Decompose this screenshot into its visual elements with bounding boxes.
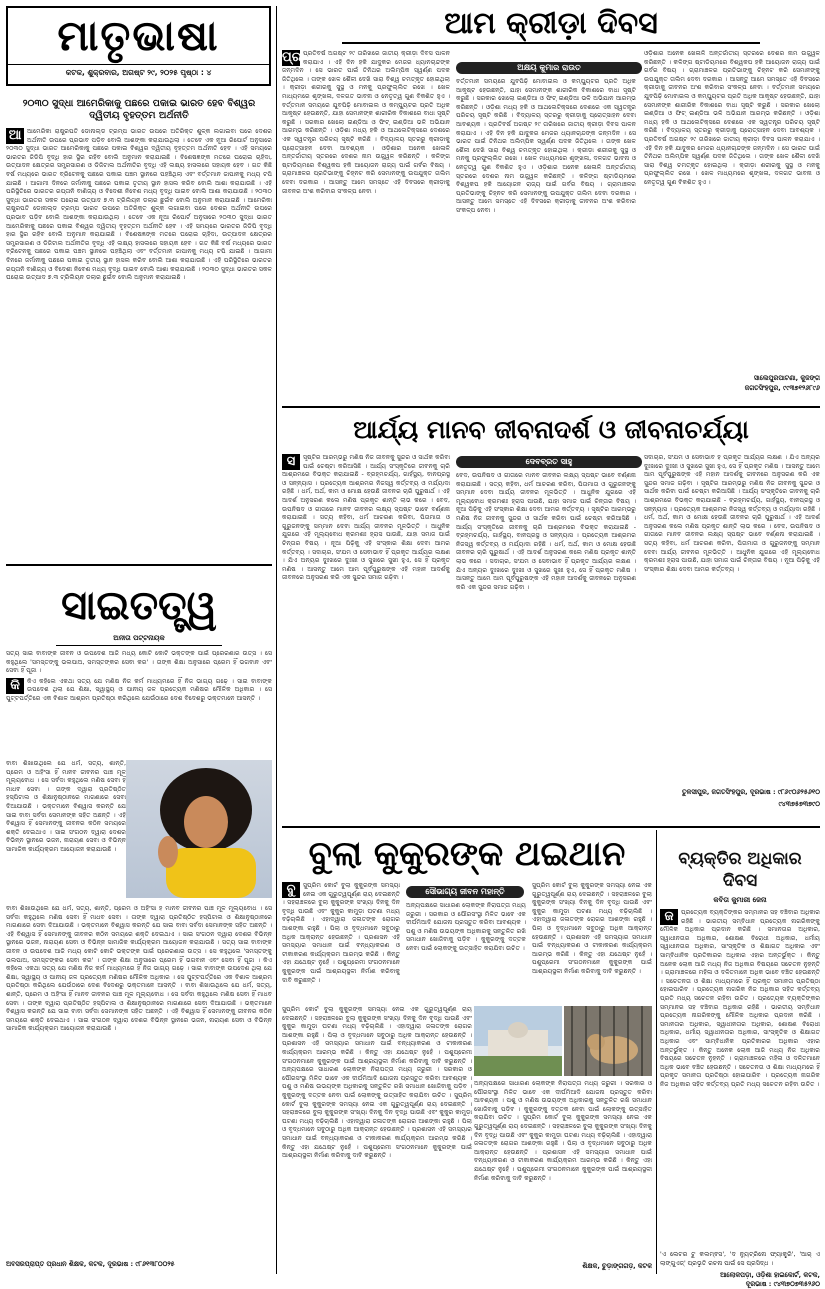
arya-col3-cont2: ବେଦ, ଉପନିଷଦ ଓ ଗୀତାରେ ମାନବ ଜୀବନର ଲକ୍ଷ୍ୟ ସ୍ପଷ୍ଟ ଭାବେ ବର୍ଣ୍ଣନା କରାଯାଇଛି । ସତ୍ୟ କହିବା, ଧର୍ମ ଆଚରଣ କରିବା, ପିତାମାତା ଓ ଗୁରୁଜନଙ୍କୁ ସମ୍ମାନ ଦେବା ଆର୍ଯ୍ୟ ଜୀବନର ମୂଳଭିତ୍ତି । ଆଧୁନିକ ଯୁଗରେ ଏହି ମୂଲ୍ୟବୋଧ କ୍ରମଶଃ ହ୍ରାସ ପାଉଛି, ଯାହା ସମାଜ ପାଇଁ ଚିନ୍ତାର ବିଷୟ । ନୂଆ ପିଢ଼ିକୁ ଏହି ସଂସ୍କାର ଶିକ୍ଷା ଦେବା ଆମର କର୍ତ୍ତବ୍ୟ । bbox=[644, 522, 820, 573]
dogs-body-1-lower: ସୁପ୍ରିମ କୋର୍ଟ ବୁଲା କୁକୁରଙ୍କ ସମସ୍ୟା ନେଇ ଏକ ଗୁରୁତ୍ୱପୂର୍ଣ୍ଣ ରାୟ ଦେଇଛନ୍ତି । ସହରାଞ୍ଚଳରେ ବୁଲା କୁକୁରଙ୍କ ସଂଖ୍ୟା ଦିନକୁ ଦିନ ବୃଦ୍ଧି ପାଉଛି ଏବଂ କୁକୁର କାମୁଡ଼ା ଘଟଣା ମଧ୍ୟ ବଢ଼ିଚାଲିଛି । ଏହାଦ୍ୱାରା ଜଳାତଙ୍କ ରୋଗର ଆଶଙ୍କା ରହୁଛି । ପିଲା ଓ ବୃଦ୍ଧମାନେ ସବୁଠାରୁ ଅଧିକ ଆକ୍ରାନ୍ତ ହେଉଛନ୍ତି । ପ୍ରଶାସନ ଏହି ସମସ୍ୟାର ସମାଧାନ ପାଇଁ ବନ୍ଧ୍ୟାକରଣ ଓ ଟୀକାକରଣ କାର୍ଯ୍ୟକ୍ରମ ଆରମ୍ଭ କରିଛି । କିନ୍ତୁ ଏହା ଯଥେଷ୍ଟ ନୁହେଁ । ପଶୁପ୍ରେମୀ ସଂଗଠନମାନେ କୁକୁରଙ୍କ ପାଇଁ ଆଶ୍ରୟସ୍ଥଳୀ ନିର୍ମାଣ କରିବାକୁ ଦାବି କରୁଛନ୍ତି । bbox=[282, 1006, 472, 1065]
sports-col3: ଓଡ଼ିଶାର ଅନେକ ଖେଳାଳି ଅନ୍ତର୍ଜାତୀୟ ସ୍ତରରେ ଦେଶର ନାମ ଉଜ୍ଜ୍ୱଳ କରିଛନ୍ତି । କଳିଙ୍ଗ ଷ୍ଟାଡିୟମରେ ବିଶ୍ୱକପ ହକି ଆୟୋଜନ ରାଜ୍ୟ ପାଇଁ ଗର୍ବର ବିଷୟ । ଗ୍ରାମାଞ୍ଚଳର ପ୍ରତିଭାଙ୍କୁ ଚିହ୍ନଟ କରି ସେମାନଙ୍କୁ ଉପଯୁକ୍ତ ତାଲିମ ଦେବା ଦରକାର । ଆସନ୍ତୁ ଆମେ ସମସ୍ତେ ଏହି ଦିବସରେ କ୍ରୀଡ଼ାକୁ ଜୀବନର ଅଂଶ କରିବାର ସଂକଳ୍ପ ନେବା । bbox=[644, 50, 820, 92]
rights-article bbox=[660, 830, 820, 1289]
dogs-body-2-right: ଅନ୍ୟପକ୍ଷରେ ସାଧାରଣ ଲୋକଙ୍କ ନିରାପତ୍ତା ମଧ୍ୟ ଜରୁରୀ । ସରକାର ଓ ପୌରସଂସ୍ଥା ମିଳିତ ଭାବେ ଏକ ଦୀର୍ଘମିଆଦି ଯୋଜନା ପ୍ରସ୍ତୁତ କରିବା ଆବଶ୍ୟକ । ପଶୁ ଓ ମଣିଷ ଉଭୟଙ୍କ ଅଧିକାରକୁ ସନ୍ତୁଳିତ ରଖି ସମାଧାନ ଖୋଜିବାକୁ ପଡ଼ିବ । କୁକୁରଙ୍କୁ ଦତ୍ତକ ନେବା ପାଇଁ ଲୋକଙ୍କୁ ଉତ୍ସାହିତ କରାଯିବା ଉଚିତ । bbox=[474, 1080, 652, 1122]
saitattva-footer: ଅବସରପ୍ରାପ୍ତ ପ୍ରଧାନ ଶିକ୍ଷକ, କଟକ, ଦୂରଭାଷ : ୯୮୬୧୩୮୦୦୨୫ bbox=[6, 1260, 175, 1268]
arya-col2-cont2: ସଦାଚାର, ସଂଯମ ଓ ସେବାଭାବ ହିଁ ପ୍ରକୃତ ଆର୍ଯ୍ୟର ଲକ୍ଷଣ । ଯିଏ ଅନ୍ୟର ଦୁଃଖରେ ଦୁଃଖୀ ଓ ସୁଖରେ ସୁଖୀ ହୁଏ, ସେ ହିଁ ପ୍ରକୃତ ମଣିଷ । ଆସନ୍ତୁ ଆମେ ଆମ ପୂର୍ବପୁରୁଷଙ୍କ ଏହି ମହାନ ଆଦର୍ଶକୁ ଜୀବନରେ ଅନୁସରଣ କରି ଏକ ସୁନ୍ଦର ସମାଜ ଗଢ଼ିବା । bbox=[456, 557, 636, 591]
arya-col1: ସୃଷ୍ଟିର ଆରମ୍ଭରୁ ମଣିଷ ନିଜ ଜୀବନକୁ ସୁନ୍ଦର ଓ ସାର୍ଥକ କରିବା ପାଇଁ ଚେଷ୍ଟା କରିଆସିଛି । ଆର୍ଯ୍ୟ ସଂସ୍କୃତିରେ ଜୀବନକୁ ଚାରି ଆଶ୍ରମରେ ବିଭକ୍ତ କରାଯାଇଛି - ବ୍ରହ୍ମଚର୍ଯ୍ୟ, ଗାର୍ହସ୍ଥ୍ୟ, ବାନପ୍ରସ୍ଥ ଓ ସନ୍ନ୍ୟାସ । ପ୍ରତ୍ୟେକ ଆଶ୍ରମର ନିଜସ୍ୱ କର୍ତ୍ତବ୍ୟ ଓ ମର୍ଯ୍ୟାଦା ରହିଛି । ଧର୍ମ, ଅର୍ଥ, କାମ ଓ ମୋକ୍ଷ ହେଉଛି ଜୀବନର ଚାରି ପୁରୁଷାର୍ଥ । ଏହି ଆଦର୍ଶ ଅନୁସରଣ କଲେ ମଣିଷ ପ୍ରକୃତ ଶାନ୍ତି ଲାଭ କରେ । bbox=[282, 454, 450, 504]
divider bbox=[282, 406, 820, 408]
saitattva-author: ଅନୀତା ପଟ୍ଟନାୟକ bbox=[56, 634, 222, 646]
arya-col3-cont: ସୃଷ୍ଟିର ଆରମ୍ଭରୁ ମଣିଷ ନିଜ ଜୀବନକୁ ସୁନ୍ଦର ଓ ସାର୍ଥକ କରିବା ପାଇଁ ଚେଷ୍ଟା କରିଆସିଛି । ଆର୍ଯ୍ୟ ସଂସ୍କୃତିରେ ଜୀବନକୁ ଚାରି ଆଶ୍ରମରେ ବିଭକ୍ତ କରାଯାଇଛି - ବ୍ରହ୍ମଚର୍ଯ୍ୟ, ଗାର୍ହସ୍ଥ୍ୟ, ବାନପ୍ରସ୍ଥ ଓ ସନ୍ନ୍ୟାସ । ପ୍ରତ୍ୟେକ ଆଶ୍ରମର ନିଜସ୍ୱ କର୍ତ୍ତବ୍ୟ ଓ ମର୍ଯ୍ୟାଦା ରହିଛି । ଧର୍ମ, ଅର୍ଥ, କାମ ଓ ମୋକ୍ଷ ହେଉଛି ଜୀବନର ଚାରି ପୁରୁଷାର୍ଥ । ଏହି ଆଦର୍ଶ ଅନୁସରଣ କଲେ ମଣିଷ ପ୍ରକୃତ ଶାନ୍ତି ଲାଭ କରେ । bbox=[644, 479, 820, 530]
saitattva-body-3-side: ବାବା ଶିଖାଉଥିଲେ ଯେ ଧର୍ମ, ସତ୍ୟ, ଶାନ୍ତି, ପ୍ରେମ ଓ ଅହିଂସା ହିଁ ମାନବ ଜୀବନର ପାଞ୍ଚ ମୂଳ ମୂଲ୍ୟବୋଧ । ସେ ସର୍ବଦା କହୁଥିଲେ ମଣିଷ ସେବା ହିଁ ମାଧବ ସେବା । ତାଙ୍କ ଦ୍ୱାରା ପ୍ରତିଷ୍ଠିତ ହସ୍ପିଟାଲ ଓ ଶିକ୍ଷାନୁଷ୍ଠାନରେ ମାଗଣାରେ ସେବା ଦିଆଯାଉଛି । ଭକ୍ତମାନେ ବିଶ୍ୱାସ କରନ୍ତି ଯେ ସାଇ ବାବା ସର୍ବଦା ସେମାନଙ୍କ ସହିତ ଅଛନ୍ତି । ଏହି ବିଶ୍ୱାସ ହିଁ ସେମାନଙ୍କୁ ଜୀବନର କଠିନ ସମୟରେ ଶକ୍ତି ଦେଇଥାଏ । ସାଇ ସଂଗଠନ ଦ୍ୱାରା ଦେଶର ବିଭିନ୍ନ ସ୍ଥାନରେ ଭଜନ, ନାରାୟଣ ସେବା ଓ ବିଭିନ୍ନ ସାମାଜିକ କାର୍ଯ୍ୟକ୍ରମ ଆୟୋଜନ କରାଯାଉଛି । bbox=[6, 760, 126, 853]
sports-col2: ବର୍ତ୍ତମାନ ସମୟରେ ଯୁବପିଢ଼ି ମୋବାଇଲ ଓ କମ୍ପ୍ୟୁଟର ପ୍ରତି ଅଧିକ ଆକୃଷ୍ଟ ହେଉଛନ୍ତି, ଯାହା ସେମାନଙ୍କ ଶାରୀରିକ ବିକାଶରେ ବାଧା ସୃଷ୍ଟି କରୁଛି । ସରକାର ଖେଲୋ ଇଣ୍ଡିଆ ଓ ଫିଟ୍ ଇଣ୍ଡିଆ ଭଳି ଅଭିଯାନ ଆରମ୍ଭ କରିଛନ୍ତି । ଓଡ଼ିଶା ମଧ୍ୟ ହକି ଓ ଆଥଲେଟିକ୍ସରେ ଦେଶରେ ଏକ ସ୍ୱତନ୍ତ୍ର ପରିଚୟ ସୃଷ୍ଟି କରିଛି । ବିଦ୍ୟାଳୟ ସ୍ତରରୁ କ୍ରୀଡ଼ାକୁ ପ୍ରୋତ୍ସାହନ ଦେବା ଆବଶ୍ୟକ । bbox=[456, 78, 636, 128]
arya-col3: ସଦାଚାର, ସଂଯମ ଓ ସେବାଭାବ ହିଁ ପ୍ରକୃତ ଆର୍ଯ୍ୟର ଲକ୍ଷଣ । ଯିଏ ଅନ୍ୟର ଦୁଃଖରେ ଦୁଃଖୀ ଓ ସୁଖରେ ସୁଖୀ ହୁଏ, ସେ ହିଁ ପ୍ରକୃତ ମଣିଷ । ଆସନ୍ତୁ ଆମେ ଆମ ପୂର୍ବପୁରୁଷଙ୍କ ଏହି ମହାନ ଆଦର୍ଶକୁ ଜୀବନରେ ଅନୁସରଣ କରି ଏକ ସୁନ୍ଦର ସମାଜ ଗଢ଼ିବା । bbox=[644, 454, 820, 487]
dogs-body-1: ସୁପ୍ରିମ କୋର୍ଟ ବୁଲା କୁକୁରଙ୍କ ସମସ୍ୟା ନେଇ ଏକ ଗୁରୁତ୍ୱପୂର୍ଣ୍ଣ ରାୟ ଦେଇଛନ୍ତି । ସହରାଞ୍ଚଳରେ ବୁଲା କୁକୁରଙ୍କ ସଂଖ୍ୟା ଦିନକୁ ଦିନ ବୃଦ୍ଧି ପାଉଛି ଏବଂ କୁକୁର କାମୁଡ଼ା ଘଟଣା ମଧ୍ୟ ବଢ଼ିଚାଲିଛି । ଏହାଦ୍ୱାରା ଜଳାତଙ୍କ ରୋଗର ଆଶଙ୍କା ରହୁଛି । ପିଲା ଓ ବୃଦ୍ଧମାନେ ସବୁଠାରୁ ଅଧିକ ଆକ୍ରାନ୍ତ ହେଉଛନ୍ତି । ପ୍ରଶାସନ ଏହି ସମସ୍ୟାର ସମାଧାନ ପାଇଁ ବନ୍ଧ୍ୟାକରଣ ଓ ଟୀକାକରଣ କାର୍ଯ୍ୟକ୍ରମ ଆରମ୍ଭ କରିଛି । କିନ୍ତୁ ଏହା ଯଥେଷ୍ଟ ନୁହେଁ । ପଶୁପ୍ରେମୀ ସଂଗଠନମାନେ କୁକୁରଙ୍କ ପାଇଁ ଆଶ୍ରୟସ୍ଥଳୀ ନିର୍ମାଣ କରିବାକୁ ଦାବି କରୁଛନ୍ତି । bbox=[282, 882, 400, 984]
arya-footer-1: ତୁଳସୀପୁର, ଜଗତସିଂହପୁର, ଦୂରଭାଷ : ୯୮୬୯୦୬୨୫୬୧୦ bbox=[682, 788, 820, 796]
rights-headline: ବ୍ୟକ୍ତିର ଅଧିକାର ଦିବସ bbox=[678, 849, 802, 891]
economy-headline: ୨୦୩୦ ସୁଦ୍ଧା ଆମେରିକାକୁ ପଛରେ ପକାଇ ଭାରତ ହେବ ବିଶ୍ୱର ଦ୍ୱିତୀୟ ବୃହତ୍ତମ ଅର୍ଥନୀତି bbox=[22, 98, 256, 121]
dogs-body-2-lower: ଅନ୍ୟପକ୍ଷରେ ସାଧାରଣ ଲୋକଙ୍କ ନିରାପତ୍ତା ମଧ୍ୟ ଜରୁରୀ । ସରକାର ଓ ପୌରସଂସ୍ଥା ମିଳିତ ଭାବେ ଏକ ଦୀର୍ଘମିଆଦି ଯୋଜନା ପ୍ରସ୍ତୁତ କରିବା ଆବଶ୍ୟକ । ପଶୁ ଓ ମଣିଷ ଉଭୟଙ୍କ ଅଧିକାରକୁ ସନ୍ତୁଳିତ ରଖି ସମାଧାନ ଖୋଜିବାକୁ ପଡ଼ିବ । କୁକୁରଙ୍କୁ ଦତ୍ତକ ନେବା ପାଇଁ ଲୋକଙ୍କୁ ଉତ୍ସାହିତ କରାଯିବା ଉଚିତ । bbox=[282, 1066, 472, 1099]
sai-baba-photo bbox=[126, 760, 272, 898]
rights-author: କବିତା କୁମାରୀ ଜେନା bbox=[713, 896, 767, 904]
arya-col2-cont: ସୃଷ୍ଟିର ଆରମ୍ଭରୁ ମଣିଷ ନିଜ ଜୀବନକୁ ସୁନ୍ଦର ଓ ସାର୍ଥକ କରିବା ପାଇଁ ଚେଷ୍ଟା କରିଆସିଛି । ଆର୍ଯ୍ୟ ସଂସ୍କୃତିରେ ଜୀବନକୁ ଚାରି ଆଶ୍ରମରେ ବିଭକ୍ତ କରାଯାଇଛି - ବ୍ରହ୍ମଚର୍ଯ୍ୟ, ଗାର୍ହସ୍ଥ୍ୟ, ବାନପ୍ରସ୍ଥ ଓ ସନ୍ନ୍ୟାସ । ପ୍ରତ୍ୟେକ ଆଶ୍ରମର ନିଜସ୍ୱ କର୍ତ୍ତବ୍ୟ ଓ ମର୍ଯ୍ୟାଦା ରହିଛି । ଧର୍ମ, ଅର୍ଥ, କାମ ଓ ମୋକ୍ଷ ହେଉଛି ଜୀବନର ଚାରି ପୁରୁଷାର୍ଥ । ଏହି ଆଦର୍ଶ ଅନୁସରଣ କଲେ ମଣିଷ ପ୍ରକୃତ ଶାନ୍ତି ଲାଭ କରେ । bbox=[456, 506, 636, 565]
saitattva-headline: ସାଇତତ୍ତ୍ୱ bbox=[61, 583, 217, 629]
dogs-headline: ବୁଲା କୁକୁରଙ୍କ ଥଇଥାନ bbox=[308, 834, 626, 874]
sports-col1-cont2: ଓଡ଼ିଶାର ଅନେକ ଖେଳାଳି ଅନ୍ତର୍ଜାତୀୟ ସ୍ତରରେ ଦେଶର ନାମ ଉଜ୍ଜ୍ୱଳ କରିଛନ୍ତି । କଳିଙ୍ଗ ଷ୍ଟାଡିୟମରେ ବିଶ୍ୱକପ ହକି ଆୟୋଜନ ରାଜ୍ୟ ପାଇଁ ଗର୍ବର ବିଷୟ । ଗ୍ରାମାଞ୍ଚଳର ପ୍ରତିଭାଙ୍କୁ ଚିହ୍ନଟ କରି ସେମାନଙ୍କୁ ଉପଯୁକ୍ତ ତାଲିମ ଦେବା ଦରକାର । ଆସନ୍ତୁ ଆମେ ସମସ୍ତେ ଏହି ଦିବସରେ କ୍ରୀଡ଼ାକୁ ଜୀବନର ଅଂଶ କରିବାର ସଂକଳ୍ପ ନେବା । bbox=[282, 144, 450, 195]
saitattva-dropcap: କି bbox=[6, 678, 24, 694]
rights-footer-2: ଦୂରଭାଷ : ୯୪୩୭୦୭୩୫୨୬୦ bbox=[745, 1280, 820, 1289]
economy-article bbox=[6, 92, 272, 562]
divider bbox=[282, 826, 820, 828]
arya-col2: ବେଦ, ଉପନିଷଦ ଓ ଗୀତାରେ ମାନବ ଜୀବନର ଲକ୍ଷ୍ୟ ସ୍ପଷ୍ଟ ଭାବେ ବର୍ଣ୍ଣନା କରାଯାଇଛି । ସତ୍ୟ କହିବା, ଧର୍ମ ଆଚରଣ କରିବା, ପିତାମାତା ଓ ଗୁରୁଜନଙ୍କୁ ସମ୍ମାନ ଦେବା ଆର୍ଯ୍ୟ ଜୀବନର ମୂଳଭିତ୍ତି । ଆଧୁନିକ ଯୁଗରେ ଏହି ମୂଲ୍ୟବୋଧ କ୍ରମଶଃ ହ୍ରାସ ପାଉଛି, ଯାହା ସମାଜ ପାଇଁ ଚିନ୍ତାର ବିଷୟ । ନୂଆ ପିଢ଼ିକୁ ଏହି ସଂସ୍କାର ଶିକ୍ଷା ଦେବା ଆମର କର୍ତ୍ତବ୍ୟ । bbox=[456, 472, 636, 514]
rights-dropcap: ଜ bbox=[660, 909, 678, 925]
arya-footer-2: ୯୪୩୭୫୭୩୭୯୦ bbox=[778, 800, 820, 808]
sports-footer-1: ସାଲେପୁରପାଟଣା, କୁଜଙ୍ଗ bbox=[753, 374, 820, 382]
arya-article bbox=[282, 410, 820, 825]
column-rule bbox=[656, 830, 657, 1274]
rights-quote: 'ଏ ଲେଟର ଟୁ କଲମ୍ବସ', 'ଦ ନ୍ୟୁଟ୍ରିନୋ ଫ୍ୟାକ୍ଟ୍ରି', 'ଆର୍ ଏ ଲାଙ୍ଗୁଏଜ୍' ପ୍ରଭୃତି ରଚନା ପାଇଁ ସେ ପ୍ରସିଦ୍ଧ । bbox=[660, 1251, 820, 1267]
arya-col1-cont2: ସଦାଚାର, ସଂଯମ ଓ ସେବାଭାବ ହିଁ ପ୍ରକୃତ ଆର୍ଯ୍ୟର ଲକ୍ଷଣ । ଯିଏ ଅନ୍ୟର ଦୁଃଖରେ ଦୁଃଖୀ ଓ ସୁଖରେ ସୁଖୀ ହୁଏ, ସେ ହିଁ ପ୍ରକୃତ ମଣିଷ । ଆସନ୍ତୁ ଆମେ ଆମ ପୂର୍ବପୁରୁଷଙ୍କ ଏହି ମହାନ ଆଦର୍ଶକୁ ଜୀବନରେ ଅନୁସରଣ କରି ଏକ ସୁନ୍ଦର ସମାଜ ଗଢ଼ିବା । bbox=[282, 548, 450, 582]
sports-col1: ପ୍ରତିବର୍ଷ ଅଗଷ୍ଟ ୨୯ ତାରିଖରେ ଜାତୀୟ କ୍ରୀଡ଼ା ଦିବସ ପାଳନ କରାଯାଏ । ଏହି ଦିନ ହକି ଯାଦୁକର ମେଜର ଧ୍ୟାନଚାନ୍ଦଙ୍କ ଜନ୍ମଦିନ । ସେ ଭାରତ ପାଇଁ ତିନିଥର ଅଲିମ୍ପିକ ସ୍ୱର୍ଣ୍ଣ ପଦକ ଜିତିଥିଲେ । ତାଙ୍କ ଖେଳ ଶୈଳୀ ଦେଖି ସାରା ବିଶ୍ୱ ଚମତ୍କୃତ ହୋଇଥିଲା । କ୍ରୀଡ଼ା ଶରୀରକୁ ସୁସ୍ଥ ଓ ମନକୁ ପ୍ରଫୁଲ୍ଲିତ ରଖେ । ଖେଳ ମାଧ୍ୟମରେ ଶୃଙ୍ଖଳା, ଦଳଗତ ଭାବନା ଓ ନେତୃତ୍ୱ ଗୁଣ ବିକଶିତ ହୁଏ । bbox=[282, 50, 450, 100]
economy-dropcap: ଆ bbox=[6, 128, 24, 144]
sports-author: ଅକ୍ଷୟ କୁମାର ରାଉତ bbox=[456, 62, 642, 74]
arya-col1-cont: ବେଦ, ଉପନିଷଦ ଓ ଗୀତାରେ ମାନବ ଜୀବନର ଲକ୍ଷ୍ୟ ସ୍ପଷ୍ଟ ଭାବେ ବର୍ଣ୍ଣନା କରାଯାଇଛି । ସତ୍ୟ କହିବା, ଧର୍ମ ଆଚରଣ କରିବା, ପିତାମାତା ଓ ଗୁରୁଜନଙ୍କୁ ସମ୍ମାନ ଦେବା ଆର୍ଯ୍ୟ ଜୀବନର ମୂଳଭିତ୍ତି । ଆଧୁନିକ ଯୁଗରେ ଏହି ମୂଲ୍ୟବୋଧ କ୍ରମଶଃ ହ୍ରାସ ପାଉଛି, ଯାହା ସମାଜ ପାଇଁ ଚିନ୍ତାର ବିଷୟ । ନୂଆ ପିଢ଼ିକୁ ଏହି ସଂସ୍କାର ଶିକ୍ଷା ଦେବା ଆମର କର୍ତ୍ତବ୍ୟ । bbox=[282, 496, 450, 556]
dogs-author: ସୌଭାଗ୍ୟ ଜୀବନ ମହାନ୍ତି bbox=[406, 886, 524, 898]
rights-footer-1: ଆଲୋକପଡ଼ା, ଓଡ଼ିଶା ହାଇକୋର୍ଟ, କଟକ, bbox=[720, 1271, 820, 1280]
sports-footer-2: ଜଗତସିଂହପୁର, ୯୯୩୭୧୨୬୮୯୬ bbox=[744, 384, 820, 392]
arya-author: ଦେବବ୍ରତ ସାହୁ bbox=[456, 456, 642, 468]
dogs-body-2: ଅନ୍ୟପକ୍ଷରେ ସାଧାରଣ ଲୋକଙ୍କ ନିରାପତ୍ତା ମଧ୍ୟ ଜରୁରୀ । ସରକାର ଓ ପୌରସଂସ୍ଥା ମିଳିତ ଭାବେ ଏକ ଦୀର୍ଘମିଆଦି ଯୋଜନା ପ୍ରସ୍ତୁତ କରିବା ଆବଶ୍ୟକ । ପଶୁ ଓ ମଣିଷ ଉଭୟଙ୍କ ଅଧିକାରକୁ ସନ୍ତୁଳିତ ରଖି ସମାଧାନ ଖୋଜିବାକୁ ପଡ଼ିବ । କୁକୁରଙ୍କୁ ଦତ୍ତକ ନେବା ପାଇଁ ଲୋକଙ୍କୁ ଉତ୍ସାହିତ କରାଯିବା ଉଚିତ । bbox=[406, 902, 526, 952]
masthead-dateline: କଟକ, ଶୁକ୍ରବାର, ଅଗଷ୍ଟ ୨୯, ୨୦୨୫ ପୃଷ୍ଠା : ୪ bbox=[8, 64, 269, 78]
supreme-court-photo bbox=[474, 1006, 562, 1076]
dogs-body-1-right-2: ସୁପ୍ରିମ କୋର୍ଟ ବୁଲା କୁକୁରଙ୍କ ସମସ୍ୟା ନେଇ ଏକ ଗୁରୁତ୍ୱପୂର୍ଣ୍ଣ ରାୟ ଦେଇଛନ୍ତି । ସହରାଞ୍ଚଳରେ ବୁଲା କୁକୁରଙ୍କ ସଂଖ୍ୟା ଦିନକୁ ଦିନ ବୃଦ୍ଧି ପାଉଛି ଏବଂ କୁକୁର କାମୁଡ଼ା ଘଟଣା ମଧ୍ୟ ବଢ଼ିଚାଲିଛି । ଏହାଦ୍ୱାରା ଜଳାତଙ୍କ ରୋଗର ଆଶଙ୍କା ରହୁଛି । ପିଲା ଓ ବୃଦ୍ଧମାନେ ସବୁଠାରୁ ଅଧିକ ଆକ୍ରାନ୍ତ ହେଉଛନ୍ତି । ପ୍ରଶାସନ ଏହି ସମସ୍ୟାର ସମାଧାନ ପାଇଁ ବନ୍ଧ୍ୟାକରଣ ଓ ଟୀକାକରଣ କାର୍ଯ୍ୟକ୍ରମ ଆରମ୍ଭ କରିଛି । କିନ୍ତୁ ଏହା ଯଥେଷ୍ଟ ନୁହେଁ । ପଶୁପ୍ରେମୀ ସଂଗଠନମାନେ କୁକୁରଙ୍କ ପାଇଁ ଆଶ୍ରୟସ୍ଥଳୀ ନିର୍ମାଣ କରିବାକୁ ଦାବି କରୁଛନ୍ତି । bbox=[474, 1114, 652, 1182]
dogs-footer: ଶିକ୍ଷକ, ଚୁଡ଼ାଙ୍ଗଗଡ଼, କଟକ bbox=[582, 1262, 652, 1270]
dogs-body-1-lower-2: ସୁପ୍ରିମ କୋର୍ଟ ବୁଲା କୁକୁରଙ୍କ ସମସ୍ୟା ନେଇ ଏକ ଗୁରୁତ୍ୱପୂର୍ଣ୍ଣ ରାୟ ଦେଇଛନ୍ତି । ସହରାଞ୍ଚଳରେ ବୁଲା କୁକୁରଙ୍କ ସଂଖ୍ୟା ଦିନକୁ ଦିନ ବୃଦ୍ଧି ପାଉଛି ଏବଂ କୁକୁର କାମୁଡ଼ା ଘଟଣା ମଧ୍ୟ ବଢ଼ିଚାଲିଛି । ଏହାଦ୍ୱାରା ଜଳାତଙ୍କ ରୋଗର ଆଶଙ୍କା ରହୁଛି । ପିଲା ଓ ବୃଦ୍ଧମାନେ ସବୁଠାରୁ ଅଧିକ ଆକ୍ରାନ୍ତ ହେଉଛନ୍ତି । ପ୍ରଶାସନ ଏହି ସମସ୍ୟାର ସମାଧାନ ପାଇଁ ବନ୍ଧ୍ୟାକରଣ ଓ ଟୀକାକରଣ କାର୍ଯ୍ୟକ୍ରମ ଆରମ୍ଭ କରିଛି । କିନ୍ତୁ ଏହା ଯଥେଷ୍ଟ ନୁହେଁ । ପଶୁପ୍ରେମୀ ସଂଗଠନମାନେ କୁକୁରଙ୍କ ପାଇଁ ଆଶ୍ରୟସ୍ଥଳୀ ନିର୍ମାଣ କରିବାକୁ ଦାବି କରୁଛନ୍ତି । bbox=[282, 1091, 472, 1160]
dogs-dropcap: ବୁ bbox=[282, 882, 300, 898]
rights-body: ପ୍ରତ୍ୟେକ ବ୍ୟକ୍ତିଙ୍କର ସମ୍ମାନର ସହ ବଞ୍ଚିବାର ଅଧିକାର ରହିଛି । ଭାରତୀୟ ସମ୍ବିଧାନ ପ୍ରତ୍ୟେକ ନାଗରିକଙ୍କୁ ମୌଳିକ ଅଧିକାର ପ୍ରଦାନ କରିଛି । ସମାନତାର ଅଧିକାର, ସ୍ୱାଧୀନତାର ଅଧିକାର, ଶୋଷଣ ବିରୋଧୀ ଅଧିକାର, ଧର୍ମୀୟ ସ୍ୱାଧୀନତାର ଅଧିକାର, ସାଂସ୍କୃତିକ ଓ ଶିକ୍ଷାଗତ ଅଧିକାର ଏବଂ ସାମ୍ବିଧାନିକ ପ୍ରତିକାରର ଅଧିକାର ଏହାର ଅନ୍ତର୍ଭୁକ୍ତ । କିନ୍ତୁ ଅନେକ ଲୋକ ଆଜି ମଧ୍ୟ ନିଜ ଅଧିକାର ବିଷୟରେ ସଚେତନ ନୁହନ୍ତି । ଗ୍ରାମାଞ୍ଚଳରେ ମହିଳା ଓ ଦଳିତମାନେ ଅଧିକ ଭାବେ ବଞ୍ଚିତ ହେଉଛନ୍ତି । ସଚେତନତା ଓ ଶିକ୍ଷା ମାଧ୍ୟମରେ ହିଁ ପ୍ରକୃତ ସମାନତା ପ୍ରତିଷ୍ଠା ହୋଇପାରିବ । ପ୍ରତ୍ୟେକ ନାଗରିକ ନିଜ ଅଧିକାର ସହିତ କର୍ତ୍ତବ୍ୟ ପ୍ରତି ମଧ୍ୟ ସଚେତନ ରହିବା ଉଚିତ । bbox=[660, 909, 820, 1002]
stray-dogs-photo bbox=[564, 1006, 652, 1076]
arya-dropcap: ସ bbox=[282, 454, 300, 470]
arya-headline: ଆର୍ଯ୍ୟ ମାନବ ଜୀବନାଦର୍ଶ ଓ ଜୀବନାଚର୍ଯ୍ୟା bbox=[353, 415, 749, 444]
saitattva-body-2-repeat: କିଏ କହିଲେ ଏକଥା ସତ୍ୟ ଯେ ମଣିଷ ନିଜ କର୍ମ ମାଧ୍ୟମରେ ହିଁ ନିଜ ଭାଗ୍ୟ ଗଢ଼େ । ସାଇ ବାବାଙ୍କ ଉପଦେଶ ଥିଲା ଯେ ଶିକ୍ଷା, ସ୍ୱାସ୍ଥ୍ୟ ଓ ପାନୀୟ ଜଳ ପ୍ରତ୍ୟେକ ମଣିଷର ମୌଳିକ ଅଧିକାର । ସେ ପୁଟ୍ଟପର୍ତ୍ତିରେ ଏକ ବିଶାଳ ଆଶ୍ରମ ପ୍ରତିଷ୍ଠା କରିଥିଲେ ଯେଉଁଠାରେ ଦେଶ ବିଦେଶରୁ ଭକ୍ତମାନେ ଆସନ୍ତି । bbox=[6, 956, 272, 990]
dogs-article bbox=[282, 830, 652, 1275]
economy-body-repeat: ଆମେରିକା ରାଷ୍ଟ୍ରପତି ଡୋନାଲ୍ଡ ଟ୍ରମ୍ପ ଭାରତ ଉପରେ ଅତିରିକ୍ତ ଶୁଳ୍କ ଲଗାଇବା ପରେ ଦେଶର ଅର୍ଥନୀତି ଉପରେ ପ୍ରଭାବ ପଡ଼ିବ ବୋଲି ଆଶଙ୍କା କରାଯାଉଥିଲା । ତେବେ ଏକ ନୂଆ ରିପୋର୍ଟ ଅନୁସାରେ ୨୦୩୦ ସୁଦ୍ଧା ଭାରତ ଆମେରିକାକୁ ପଛରେ ପକାଇ ବିଶ୍ୱର ଦ୍ୱିତୀୟ ବୃହତ୍ତମ ଅର୍ଥନୀତି ହେବ । ଏହି ସମୟରେ ଭାରତର ଜିଡିପି ବୃଦ୍ଧି ହାର ସ୍ଥିର ରହିବ ବୋଲି ଅନୁମାନ କରାଯାଇଛି । ବିଶେଷଜ୍ଞଙ୍କ ମତରେ ଘରୋଇ ଚାହିଦା, ଉତ୍ପାଦନ କ୍ଷେତ୍ରର ସମ୍ପ୍ରସାରଣ ଓ ଡିଜିଟାଲ ଅର୍ଥନୀତିର ବୃଦ୍ଧି ଏହି ଲକ୍ଷ୍ୟ ହାସଲରେ ସହାୟକ ହେବ । ଗତ କିଛି ବର୍ଷ ମଧ୍ୟରେ ଭାରତ ବ୍ରିଟେନକୁ ପଛରେ ପକାଇ ପଞ୍ଚମ ସ୍ଥାନରେ ପହଞ୍ଚିଥିଲା ଏବଂ ବର୍ତ୍ତମାନ ଜାପାନକୁ ମଧ୍ୟ ଟପି ଯାଇଛି । ଆଗାମୀ ଦିନରେ ଜର୍ମାନୀକୁ ପଛରେ ପକାଇ ତୃତୀୟ ସ୍ଥାନ ହାସଲ କରିବ ବୋଲି ଆଶା କରାଯାଉଛି । ଏହି ପରିସ୍ଥିତିରେ ଭାରତର ରପ୍ତାନି ବାଣିଜ୍ୟ ଓ ବିଦେଶୀ ନିବେଶ ମଧ୍ୟ ବୃଦ୍ଧି ପାଇବ ବୋଲି ଆଶା କରାଯାଉଛି । ୨୦୩୦ ସୁଦ୍ଧା ଭାରତର ସକଳ ଘରୋଇ ଉତ୍ପାଦ ୭.୩ ଟ୍ରିଲିୟନ ଡଲାର ଛୁଇଁବ ବୋଲି ଅନୁମାନ କରାଯାଇଛି । bbox=[6, 196, 272, 282]
rights-body-repeat: ପ୍ରତ୍ୟେକ ବ୍ୟକ୍ତିଙ୍କର ସମ୍ମାନର ସହ ବଞ୍ଚିବାର ଅଧିକାର ରହିଛି । ଭାରତୀୟ ସମ୍ବିଧାନ ପ୍ରତ୍ୟେକ ନାଗରିକଙ୍କୁ ମୌଳିକ ଅଧିକାର ପ୍ରଦାନ କରିଛି । ସମାନତାର ଅଧିକାର, ସ୍ୱାଧୀନତାର ଅଧିକାର, ଶୋଷଣ ବିରୋଧୀ ଅଧିକାର, ଧର୍ମୀୟ ସ୍ୱାଧୀନତାର ଅଧିକାର, ସାଂସ୍କୃତିକ ଓ ଶିକ୍ଷାଗତ ଅଧିକାର ଏବଂ ସାମ୍ବିଧାନିକ ପ୍ରତିକାରର ଅଧିକାର ଏହାର ଅନ୍ତର୍ଭୁକ୍ତ । କିନ୍ତୁ ଅନେକ ଲୋକ ଆଜି ମଧ୍ୟ ନିଜ ଅଧିକାର ବିଷୟରେ ସଚେତନ ନୁହନ୍ତି । ଗ୍ରାମାଞ୍ଚଳରେ ମହିଳା ଓ ଦଳିତମାନେ ଅଧିକ ଭାବେ ବଞ୍ଚିତ ହେଉଛନ୍ତି । ସଚେତନତା ଓ ଶିକ୍ଷା ମାଧ୍ୟମରେ ହିଁ ପ୍ରକୃତ ସମାନତା ପ୍ରତିଷ୍ଠା ହୋଇପାରିବ । ପ୍ରତ୍ୟେକ ନାଗରିକ ନିଜ ଅଧିକାର ସହିତ କର୍ତ୍ତବ୍ୟ ପ୍ରତି ମଧ୍ୟ ସଚେତନ ରହିବା ଉଚିତ । bbox=[660, 994, 820, 1088]
saitattva-article bbox=[6, 570, 272, 1275]
sports-dropcap: ପ୍ର bbox=[282, 50, 302, 65]
sports-article bbox=[282, 6, 820, 406]
divider bbox=[6, 564, 272, 566]
masthead bbox=[6, 6, 271, 86]
sports-col2-cont: ପ୍ରତିବର୍ଷ ଅଗଷ୍ଟ ୨୯ ତାରିଖରେ ଜାତୀୟ କ୍ରୀଡ଼ା ଦିବସ ପାଳନ କରାଯାଏ । ଏହି ଦିନ ହକି ଯାଦୁକର ମେଜର ଧ୍ୟାନଚାନ୍ଦଙ୍କ ଜନ୍ମଦିନ । ସେ ଭାରତ ପାଇଁ ତିନିଥର ଅଲିମ୍ପିକ ସ୍ୱର୍ଣ୍ଣ ପଦକ ଜିତିଥିଲେ । ତାଙ୍କ ଖେଳ ଶୈଳୀ ଦେଖି ସାରା ବିଶ୍ୱ ଚମତ୍କୃତ ହୋଇଥିଲା । କ୍ରୀଡ଼ା ଶରୀରକୁ ସୁସ୍ଥ ଓ ମନକୁ ପ୍ରଫୁଲ୍ଲିତ ରଖେ । ଖେଳ ମାଧ୍ୟମରେ ଶୃଙ୍ଖଳା, ଦଳଗତ ଭାବନା ଓ ନେତୃତ୍ୱ ଗୁଣ ବିକଶିତ ହୁଏ । bbox=[456, 120, 636, 171]
sports-col3-cont2: ପ୍ରତିବର୍ଷ ଅଗଷ୍ଟ ୨୯ ତାରିଖରେ ଜାତୀୟ କ୍ରୀଡ଼ା ଦିବସ ପାଳନ କରାଯାଏ । ଏହି ଦିନ ହକି ଯାଦୁକର ମେଜର ଧ୍ୟାନଚାନ୍ଦଙ୍କ ଜନ୍ମଦିନ । ସେ ଭାରତ ପାଇଁ ତିନିଥର ଅଲିମ୍ପିକ ସ୍ୱର୍ଣ୍ଣ ପଦକ ଜିତିଥିଲେ । ତାଙ୍କ ଖେଳ ଶୈଳୀ ଦେଖି ସାରା ବିଶ୍ୱ ଚମତ୍କୃତ ହୋଇଥିଲା । କ୍ରୀଡ଼ା ଶରୀରକୁ ସୁସ୍ଥ ଓ ମନକୁ ପ୍ରଫୁଲ୍ଲିତ ରଖେ । ଖେଳ ମାଧ୍ୟମରେ ଶୃଙ୍ଖଳା, ଦଳଗତ ଭାବନା ଓ ନେତୃତ୍ୱ ଗୁଣ ବିକଶିତ ହୁଏ । bbox=[644, 135, 820, 186]
sports-col3-cont: ବର୍ତ୍ତମାନ ସମୟରେ ଯୁବପିଢ଼ି ମୋବାଇଲ ଓ କମ୍ପ୍ୟୁଟର ପ୍ରତି ଅଧିକ ଆକୃଷ୍ଟ ହେଉଛନ୍ତି, ଯାହା ସେମାନଙ୍କ ଶାରୀରିକ ବିକାଶରେ ବାଧା ସୃଷ୍ଟି କରୁଛି । ସରକାର ଖେଲୋ ଇଣ୍ଡିଆ ଓ ଫିଟ୍ ଇଣ୍ଡିଆ ଭଳି ଅଭିଯାନ ଆରମ୍ଭ କରିଛନ୍ତି । ଓଡ଼ିଶା ମଧ୍ୟ ହକି ଓ ଆଥଲେଟିକ୍ସରେ ଦେଶରେ ଏକ ସ୍ୱତନ୍ତ୍ର ପରିଚୟ ସୃଷ୍ଟି କରିଛି । ବିଦ୍ୟାଳୟ ସ୍ତରରୁ କ୍ରୀଡ଼ାକୁ ପ୍ରୋତ୍ସାହନ ଦେବା ଆବଶ୍ୟକ । bbox=[644, 84, 820, 135]
saitattva-body-1: ସତ୍ୟ ସାଇ ବାବାଙ୍କ ଜୀବନ ଓ ଉପଦେଶ ଆଜି ମଧ୍ୟ କୋଟି କୋଟି ଭକ୍ତଙ୍କ ପାଇଁ ପ୍ରେରଣାର ଉତ୍ସ । ସେ କହୁଥିଲେ 'ସମସ୍ତଙ୍କୁ ଭଲପାଅ, ସମସ୍ତଙ୍କର ସେବା କର' । ତାଙ୍କ ଶିକ୍ଷା ଅନୁସାରେ ପ୍ରେମ ହିଁ ଭଗବାନ ଏବଂ ସେବା ହିଁ ପୂଜା । bbox=[6, 650, 272, 675]
saitattva-body-2: କିଏ କହିଲେ ଏକଥା ସତ୍ୟ ଯେ ମଣିଷ ନିଜ କର୍ମ ମାଧ୍ୟମରେ ହିଁ ନିଜ ଭାଗ୍ୟ ଗଢ଼େ । ସାଇ ବାବାଙ୍କ ଉପଦେଶ ଥିଲା ଯେ ଶିକ୍ଷା, ସ୍ୱାସ୍ଥ୍ୟ ଓ ପାନୀୟ ଜଳ ପ୍ରତ୍ୟେକ ମଣିଷର ମୌଳିକ ଅଧିକାର । ସେ ପୁଟ୍ଟପର୍ତ୍ତିରେ ଏକ ବିଶାଳ ଆଶ୍ରମ ପ୍ରତିଷ୍ଠା କରିଥିଲେ ଯେଉଁଠାରେ ଦେଶ ବିଦେଶରୁ ଭକ୍ତମାନେ ଆସନ୍ତି । bbox=[6, 677, 272, 702]
column-rule bbox=[276, 6, 277, 1274]
dogs-body-1-right: ସୁପ୍ରିମ କୋର୍ଟ ବୁଲା କୁକୁରଙ୍କ ସମସ୍ୟା ନେଇ ଏକ ଗୁରୁତ୍ୱପୂର୍ଣ୍ଣ ରାୟ ଦେଇଛନ୍ତି । ସହରାଞ୍ଚଳରେ ବୁଲା କୁକୁରଙ୍କ ସଂଖ୍ୟା ଦିନକୁ ଦିନ ବୃଦ୍ଧି ପାଉଛି ଏବଂ କୁକୁର କାମୁଡ଼ା ଘଟଣା ମଧ୍ୟ ବଢ଼ିଚାଲିଛି । ଏହାଦ୍ୱାରା ଜଳାତଙ୍କ ରୋଗର ଆଶଙ୍କା ରହୁଛି । ପିଲା ଓ ବୃଦ୍ଧମାନେ ସବୁଠାରୁ ଅଧିକ ଆକ୍ରାନ୍ତ ହେଉଛନ୍ତି । ପ୍ରଶାସନ ଏହି ସମସ୍ୟାର ସମାଧାନ ପାଇଁ ବନ୍ଧ୍ୟାକରଣ ଓ ଟୀକାକରଣ କାର୍ଯ୍ୟକ୍ରମ ଆରମ୍ଭ କରିଛି । କିନ୍ତୁ ଏହା ଯଥେଷ୍ଟ ନୁହେଁ । ପଶୁପ୍ରେମୀ ସଂଗଠନମାନେ କୁକୁରଙ୍କ ପାଇଁ ଆଶ୍ରୟସ୍ଥଳୀ ନିର୍ମାଣ କରିବାକୁ ଦାବି କରୁଛନ୍ତି । bbox=[532, 882, 652, 975]
saitattva-body-1-repeat: ସତ୍ୟ ସାଇ ବାବାଙ୍କ ଜୀବନ ଓ ଉପଦେଶ ଆଜି ମଧ୍ୟ କୋଟି କୋଟି ଭକ୍ତଙ୍କ ପାଇଁ ପ୍ରେରଣାର ଉତ୍ସ । ସେ କହୁଥିଲେ 'ସମସ୍ତଙ୍କୁ ଭଲପାଅ, ସମସ୍ତଙ୍କର ସେବା କର' । ତାଙ୍କ ଶିକ୍ଷା ଅନୁସାରେ ପ୍ରେମ ହିଁ ଭଗବାନ ଏବଂ ସେବା ହିଁ ପୂଜା । bbox=[6, 939, 272, 964]
saitattva-body-3-repeat: ବାବା ଶିଖାଉଥିଲେ ଯେ ଧର୍ମ, ସତ୍ୟ, ଶାନ୍ତି, ପ୍ରେମ ଓ ଅହିଂସା ହିଁ ମାନବ ଜୀବନର ପାଞ୍ଚ ମୂଳ ମୂଲ୍ୟବୋଧ । ସେ ସର୍ବଦା କହୁଥିଲେ ମଣିଷ ସେବା ହିଁ ମାଧବ ସେବା । ତାଙ୍କ ଦ୍ୱାରା ପ୍ରତିଷ୍ଠିତ ହସ୍ପିଟାଲ ଓ ଶିକ୍ଷାନୁଷ୍ଠାନରେ ମାଗଣାରେ ସେବା ଦିଆଯାଉଛି । ଭକ୍ତମାନେ ବିଶ୍ୱାସ କରନ୍ତି ଯେ ସାଇ ବାବା ସର୍ବଦା ସେମାନଙ୍କ ସହିତ ଅଛନ୍ତି । ଏହି ବିଶ୍ୱାସ ହିଁ ସେମାନଙ୍କୁ ଜୀବନର କଠିନ ସମୟରେ ଶକ୍ତି ଦେଇଥାଏ । ସାଇ ସଂଗଠନ ଦ୍ୱାରା ଦେଶର ବିଭିନ୍ନ ସ୍ଥାନରେ ଭଜନ, ନାରାୟଣ ସେବା ଓ ବିଭିନ୍ନ ସାମାଜିକ କାର୍ଯ୍ୟକ୍ରମ ଆୟୋଜନ କରାଯାଉଛି । bbox=[6, 982, 272, 1033]
sports-headline: ଆମ କ୍ରୀଡ଼ା ଦିବସ bbox=[342, 6, 760, 44]
masthead-title: ମାତୃଭାଷା bbox=[57, 11, 220, 60]
saitattva-body-3: ବାବା ଶିଖାଉଥିଲେ ଯେ ଧର୍ମ, ସତ୍ୟ, ଶାନ୍ତି, ପ୍ରେମ ଓ ଅହିଂସା ହିଁ ମାନବ ଜୀବନର ପାଞ୍ଚ ମୂଳ ମୂଲ୍ୟବୋଧ । ସେ ସର୍ବଦା କହୁଥିଲେ ମଣିଷ ସେବା ହିଁ ମାଧବ ସେବା । ତାଙ୍କ ଦ୍ୱାରା ପ୍ରତିଷ୍ଠିତ ହସ୍ପିଟାଲ ଓ ଶିକ୍ଷାନୁଷ୍ଠାନରେ ମାଗଣାରେ ସେବା ଦିଆଯାଉଛି । ଭକ୍ତମାନେ ବିଶ୍ୱାସ କରନ୍ତି ଯେ ସାଇ ବାବା ସର୍ବଦା ସେମାନଙ୍କ ସହିତ ଅଛନ୍ତି । ଏହି ବିଶ୍ୱାସ ହିଁ ସେମାନଙ୍କୁ ଜୀବନର କଠିନ ସମୟରେ ଶକ୍ତି ଦେଇଥାଏ । ସାଇ ସଂଗଠନ ଦ୍ୱାରା ଦେଶର ବିଭିନ୍ନ ସ୍ଥାନରେ ଭଜନ, ନାରାୟଣ ସେବା ଓ ବିଭିନ୍ନ ସାମାଜିକ କାର୍ଯ୍ୟକ୍ରମ ଆୟୋଜନ କରାଯାଉଛି । bbox=[6, 905, 272, 947]
sports-col2-cont2: ଓଡ଼ିଶାର ଅନେକ ଖେଳାଳି ଅନ୍ତର୍ଜାତୀୟ ସ୍ତରରେ ଦେଶର ନାମ ଉଜ୍ଜ୍ୱଳ କରିଛନ୍ତି । କଳିଙ୍ଗ ଷ୍ଟାଡିୟମରେ ବିଶ୍ୱକପ ହକି ଆୟୋଜନ ରାଜ୍ୟ ପାଇଁ ଗର୍ବର ବିଷୟ । ଗ୍ରାମାଞ୍ଚଳର ପ୍ରତିଭାଙ୍କୁ ଚିହ୍ନଟ କରି ସେମାନଙ୍କୁ ଉପଯୁକ୍ତ ତାଲିମ ଦେବା ଦରକାର । ଆସନ୍ତୁ ଆମେ ସମସ୍ତେ ଏହି ଦିବସରେ କ୍ରୀଡ଼ାକୁ ଜୀବନର ଅଂଶ କରିବାର ସଂକଳ୍ପ ନେବା । bbox=[456, 163, 636, 214]
sports-col1-cont: ବର୍ତ୍ତମାନ ସମୟରେ ଯୁବପିଢ଼ି ମୋବାଇଲ ଓ କମ୍ପ୍ୟୁଟର ପ୍ରତି ଅଧିକ ଆକୃଷ୍ଟ ହେଉଛନ୍ତି, ଯାହା ସେମାନଙ୍କ ଶାରୀରିକ ବିକାଶରେ ବାଧା ସୃଷ୍ଟି କରୁଛି । ସରକାର ଖେଲୋ ଇଣ୍ଡିଆ ଓ ଫିଟ୍ ଇଣ୍ଡିଆ ଭଳି ଅଭିଯାନ ଆରମ୍ଭ କରିଛନ୍ତି । ଓଡ଼ିଶା ମଧ୍ୟ ହକି ଓ ଆଥଲେଟିକ୍ସରେ ଦେଶରେ ଏକ ସ୍ୱତନ୍ତ୍ର ପରିଚୟ ସୃଷ୍ଟି କରିଛି । ବିଦ୍ୟାଳୟ ସ୍ତରରୁ କ୍ରୀଡ଼ାକୁ ପ୍ରୋତ୍ସାହନ ଦେବା ଆବଶ୍ୟକ । bbox=[282, 101, 450, 152]
economy-body: ଆମେରିକା ରାଷ୍ଟ୍ରପତି ଡୋନାଲ୍ଡ ଟ୍ରମ୍ପ ଭାରତ ଉପରେ ଅତିରିକ୍ତ ଶୁଳ୍କ ଲଗାଇବା ପରେ ଦେଶର ଅର୍ଥନୀତି ଉପରେ ପ୍ରଭାବ ପଡ଼ିବ ବୋଲି ଆଶଙ୍କା କରାଯାଉଥିଲା । ତେବେ ଏକ ନୂଆ ରିପୋର୍ଟ ଅନୁସାରେ ୨୦୩୦ ସୁଦ୍ଧା ଭାରତ ଆମେରିକାକୁ ପଛରେ ପକାଇ ବିଶ୍ୱର ଦ୍ୱିତୀୟ ବୃହତ୍ତମ ଅର୍ଥନୀତି ହେବ । ଏହି ସମୟରେ ଭାରତର ଜିଡିପି ବୃଦ୍ଧି ହାର ସ୍ଥିର ରହିବ ବୋଲି ଅନୁମାନ କରାଯାଇଛି । ବିଶେଷଜ୍ଞଙ୍କ ମତରେ ଘରୋଇ ଚାହିଦା, ଉତ୍ପାଦନ କ୍ଷେତ୍ରର ସମ୍ପ୍ରସାରଣ ଓ ଡିଜିଟାଲ ଅର୍ଥନୀତିର ବୃଦ୍ଧି ଏହି ଲକ୍ଷ୍ୟ ହାସଲରେ ସହାୟକ ହେବ । ଗତ କିଛି ବର୍ଷ ମଧ୍ୟରେ ଭାରତ ବ୍ରିଟେନକୁ ପଛରେ ପକାଇ ପଞ୍ଚମ ସ୍ଥାନରେ ପହଞ୍ଚିଥିଲା ଏବଂ ବର୍ତ୍ତମାନ ଜାପାନକୁ ମଧ୍ୟ ଟପି ଯାଇଛି । ଆଗାମୀ ଦିନରେ ଜର୍ମାନୀକୁ ପଛରେ ପକାଇ ତୃତୀୟ ସ୍ଥାନ ହାସଲ କରିବ ବୋଲି ଆଶା କରାଯାଉଛି । ଏହି ପରିସ୍ଥିତିରେ ଭାରତର ରପ୍ତାନି ବାଣିଜ୍ୟ ଓ ବିଦେଶୀ ନିବେଶ ମଧ୍ୟ ବୃଦ୍ଧି ପାଇବ ବୋଲି ଆଶା କରାଯାଉଛି । ୨୦୩୦ ସୁଦ୍ଧା ଭାରତର ସକଳ ଘରୋଇ ଉତ୍ପାଦ ୭.୩ ଟ୍ରିଲିୟନ ଡଲାର ଛୁଇଁବ ବୋଲି ଅନୁମାନ କରାଯାଇଛି । bbox=[6, 128, 272, 204]
